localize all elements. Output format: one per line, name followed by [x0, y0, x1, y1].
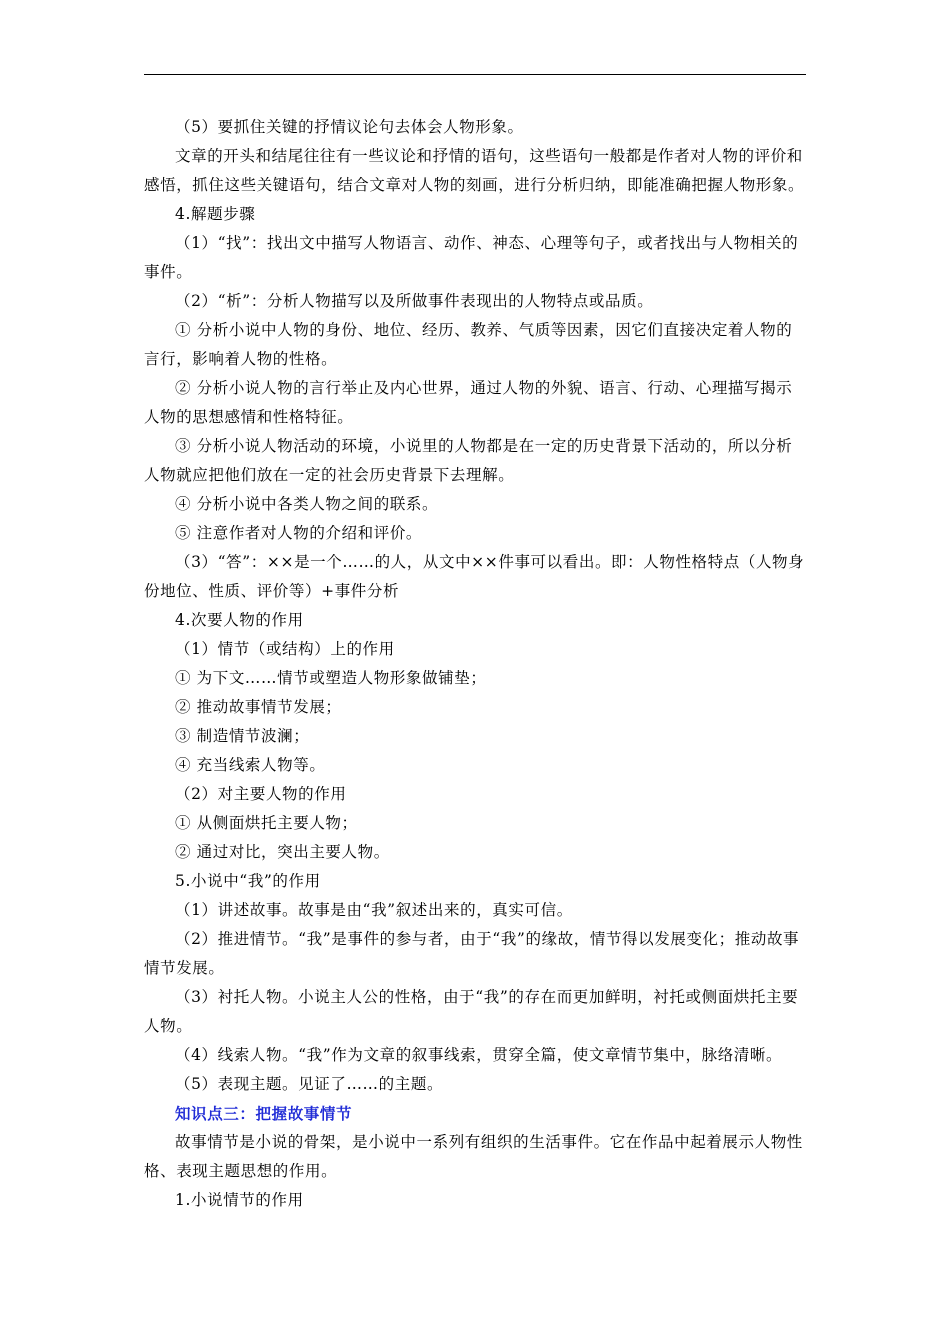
paragraph: ② 分析小说人物的言行举止及内心世界，通过人物的外貌、语言、行动、心理描写揭示人物的思想感情和性格特征。	[144, 379, 793, 426]
paragraph: （2）对主要人物的作用	[175, 785, 347, 803]
paragraph: （2）“析”：分析人物描写以及所做事件表现出的人物特点或品质。	[175, 292, 654, 310]
paragraph: 4.解题步骤	[175, 205, 256, 223]
paragraph: ③ 制造情节波澜；	[175, 727, 310, 745]
paragraph: （1）讲述故事。故事是由“我”叙述出来的，真实可信。	[175, 901, 573, 919]
paragraph: ① 从侧面烘托主要人物；	[175, 814, 358, 832]
paragraph: ③ 分析小说人物活动的环境，小说里的人物都是在一定的历史背景下活动的，所以分析人物就应把他们放在一定的社会历史背景下去理解。	[144, 437, 793, 484]
paragraph: （2）推进情节。“我”是事件的参与者，由于“我”的缘故，情节得以发展变化；推动故事情节发展。	[144, 930, 800, 977]
section-heading: 知识点三：把握故事情节	[175, 1104, 353, 1123]
paragraph: ④ 充当线索人物等。	[175, 756, 326, 774]
paragraph: （1）情节（或结构）上的作用	[175, 640, 395, 658]
paragraph: 5.小说中“我”的作用	[175, 872, 321, 890]
document-body	[144, 113, 806, 1215]
paragraph: 4.次要人物的作用	[175, 611, 304, 629]
paragraph: ② 通过对比，突出主要人物。	[175, 843, 390, 861]
paragraph: ⑤ 注意作者对人物的介绍和评价。	[175, 524, 423, 542]
header-rule	[144, 74, 806, 75]
paragraph: ① 分析小说中人物的身份、地位、经历、教养、气质等因素，因它们直接决定着人物的言行，影响着人物的性格。	[144, 321, 793, 368]
paragraph: ④ 分析小说中各类人物之间的联系。	[175, 495, 439, 513]
paragraph: ① 为下文……情节或塑造人物形象做铺垫；	[175, 669, 487, 687]
paragraph: （5）要抓住关键的抒情议论句去体会人物形象。	[175, 118, 524, 136]
paragraph: （3）衬托人物。小说主人公的性格，由于“我”的存在而更加鲜明，衬托或侧面烘托主要人物。	[144, 988, 799, 1035]
paragraph: 文章的开头和结尾往往有一些议论和抒情的语句，这些语句一般都是作者对人物的评价和感悟，抓住这些关键语句，结合文章对人物的刻画，进行分析归纳，即能准确把握人物形象。	[144, 147, 805, 194]
paragraph: 故事情节是小说的骨架，是小说中一系列有组织的生活事件。它在作品中起着展示人物性格、表现主题思想的作用。	[144, 1133, 803, 1180]
paragraph: （3）“答”：××是一个……的人，从文中××件事可以看出。即：人物性格特点（人物身份地位、性质、评价等）+事件分析	[144, 553, 805, 600]
paragraph: 1.小说情节的作用	[175, 1191, 304, 1209]
paragraph: （1）“找”：找出文中描写人物语言、动作、神态、心理等句子，或者找出与人物相关的事件。	[144, 234, 799, 281]
paragraph: （4）线索人物。“我”作为文章的叙事线索，贯穿全篇，使文章情节集中，脉络清晰。	[175, 1046, 783, 1064]
paragraph: ② 推动故事情节发展；	[175, 698, 342, 716]
paragraph: （5）表现主题。见证了……的主题。	[175, 1075, 444, 1093]
